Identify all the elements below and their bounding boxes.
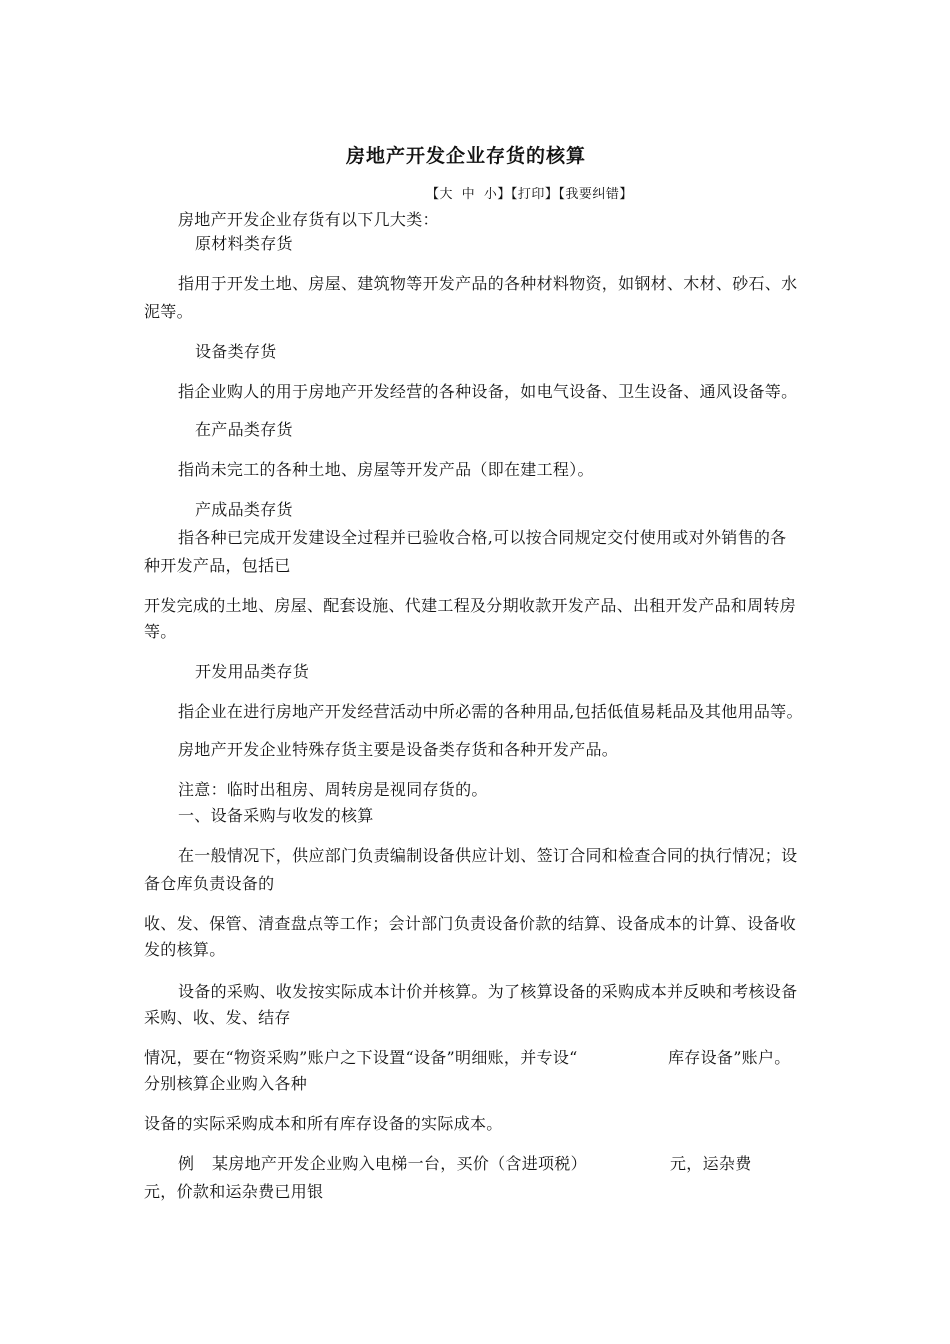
- paragraph-line: 情况，要在“物资采购”账户之下设置“设备”明细账，并专设“: [144, 1048, 578, 1067]
- paragraph-line: 发的核算。: [144, 940, 226, 959]
- section-heading-finished-products: 产成品类存货: [195, 500, 293, 519]
- section-heading-work-in-progress: 在产品类存货: [195, 420, 293, 439]
- paragraph-line: 指各种已完成开发建设全过程并已验收合格,可以按合同规定交付使用或对外销售的各: [178, 528, 787, 547]
- paragraph-line: 房地产开发企业特殊存货主要是设备类存货和各种开发产品。: [178, 740, 619, 759]
- font-size-small-button[interactable]: 小】: [483, 187, 511, 202]
- font-size-large-button[interactable]: 【大: [426, 187, 454, 202]
- page-title: 房地产开发企业存货的核算: [346, 145, 587, 167]
- paragraph-line-fragment: 库存设备”账户。: [668, 1048, 791, 1067]
- paragraph-line: 等。: [144, 622, 177, 641]
- paragraph-line: 设备的实际采购成本和所有库存设备的实际成本。: [144, 1114, 503, 1133]
- paragraph-line: 指企业购人的用于房地产开发经营的各种设备，如电气设备、卫生设备、通风设备等。: [178, 382, 798, 401]
- section-heading-equipment-accounting: 一、设备采购与收发的核算: [178, 806, 374, 825]
- example-label: 例: [178, 1154, 195, 1173]
- section-heading-raw-materials: 原材料类存货: [195, 234, 293, 253]
- paragraph-line: 指尚未完工的各种土地、房屋等开发产品（即在建工程）。: [178, 460, 594, 479]
- note-line: 注意：临时出租房、周转房是视同存货的。: [178, 780, 488, 799]
- paragraph-line: 元，价款和运杂费已用银: [144, 1182, 324, 1201]
- paragraph-line: 备仓库负责设备的: [144, 874, 275, 893]
- section-heading-development-supplies: 开发用品类存货: [195, 662, 310, 681]
- paragraph-line: 某房地产开发企业购入电梯一台，买价（含进项税）: [212, 1154, 587, 1173]
- print-button[interactable]: 【打印】: [510, 187, 559, 202]
- font-size-medium-button[interactable]: 中: [461, 187, 476, 202]
- paragraph-line: 收、发、保管、清查盘点等工作；会计部门负责设备价款的结算、设备成本的计算、设备收: [144, 914, 797, 933]
- section-heading-equipment: 设备类存货: [195, 342, 277, 361]
- paragraph-line: 指用于开发土地、房屋、建筑物等开发产品的各种材料物资，如钢材、木材、砂石、水: [178, 274, 798, 293]
- paragraph-line: 设备的采购、收发按实际成本计价并核算。为了核算设备的采购成本并反映和考核设备: [178, 982, 798, 1001]
- report-error-button[interactable]: 【我要纠错】: [558, 187, 633, 202]
- paragraph-line: 指企业在进行房地产开发经营活动中所必需的各种用品,包括低值易耗品及其他用品等。: [178, 702, 803, 721]
- paragraph-line: 在一般情况下，供应部门负责编制设备供应计划、签订合同和检查合同的执行情况；设: [178, 846, 798, 865]
- paragraph-line: 分别核算企业购入各种: [144, 1074, 308, 1093]
- intro-paragraph: 房地产开发企业存货有以下几大类：: [178, 210, 439, 229]
- paragraph-line: 泥等。: [144, 302, 193, 321]
- paragraph-line: 种开发产品，包括已: [144, 556, 291, 575]
- paragraph-line: 开发完成的土地、房屋、配套设施、代建工程及分期收款开发产品、出租开发产品和周转房: [144, 596, 797, 615]
- text-toolbar: [426, 185, 633, 205]
- paragraph-line-fragment: 元，运杂费: [670, 1154, 752, 1173]
- paragraph-line: 采购、收、发、结存: [144, 1008, 291, 1027]
